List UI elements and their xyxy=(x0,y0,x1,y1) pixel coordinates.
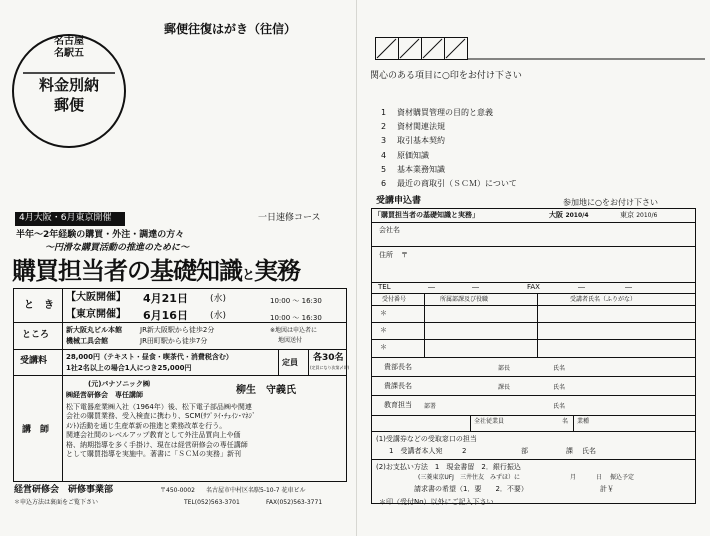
venue-option-tokyo[interactable]: 東京 2010/6 xyxy=(620,211,658,219)
target-audience: 半年～2年経験の購買・外注・調達の方々 xyxy=(16,230,185,240)
tokyo-time: 10:00 ～ 16:30 xyxy=(270,314,322,322)
col-participant-name: 受講者氏名（ふりがな） xyxy=(570,296,637,303)
tel-dash-2: ― xyxy=(472,283,479,291)
organizer-name: 経営研修会 研修事業部 xyxy=(14,485,114,495)
postmark-location: 名古屋 名駅五 xyxy=(54,36,84,59)
bio-line: 松下電器産業㈱入社（1964年）後、松下電子部品㈱や関連 xyxy=(66,403,252,411)
company-field[interactable] xyxy=(410,224,692,244)
chief-name-label: 氏名 xyxy=(553,365,566,372)
course-type: 一日速修コース xyxy=(258,213,321,223)
capacity-label: 定員 xyxy=(282,358,298,367)
title-end: 実務 xyxy=(254,256,301,285)
topic-item-6[interactable]: 6 最近の商取引（ＳＣＭ）について xyxy=(381,179,517,189)
capacity-note: (定員になり次第〆切) xyxy=(310,365,350,370)
interest-prompt: 関心のある項目に○印をお付け下さい xyxy=(370,71,522,81)
lecturer-label: 講 師 xyxy=(22,425,50,435)
venue-option-osaka[interactable]: 大阪 2010/4 xyxy=(549,211,589,219)
education-label: 教育担当 xyxy=(384,401,412,409)
organizer-fax: FAX(052)563-3771 xyxy=(266,499,323,506)
postcard-title: 郵便往復はがき（往信） xyxy=(164,22,297,36)
osaka-day: (水) xyxy=(210,294,227,304)
transfer-day: 日 xyxy=(596,474,603,481)
venue-tokyo-name: 機械工具会館 xyxy=(66,337,108,345)
title-connector: と xyxy=(242,268,255,283)
manager-label: 貴課長名 xyxy=(384,382,412,390)
topic-item-4[interactable]: 4 原価知識 xyxy=(381,150,429,160)
contact-name-label: 氏名 xyxy=(582,447,596,455)
apply-title: 受講申込書 xyxy=(376,196,422,206)
venue-osaka-name: 新大阪丸ビル本館 xyxy=(66,326,122,334)
capacity-value: 各30名 xyxy=(313,353,344,363)
tokyo-day: (水) xyxy=(210,311,227,321)
transfer-month: 月 xyxy=(570,474,577,481)
company-label: 会社名 xyxy=(379,226,400,234)
topic-item-3[interactable]: 3 取引基本契約 xyxy=(381,136,445,146)
contact-bu: 部 xyxy=(521,447,528,455)
bio-line: 格、納期指導を多く手掛け、現在は経営研修会の専任講師 xyxy=(66,440,248,449)
lecturer-bio xyxy=(66,403,344,460)
where-label: ところ xyxy=(22,330,50,340)
seminar-subtitle: ～円滑な購買活動の推進のために～ xyxy=(45,243,190,253)
tel-dash-1: ― xyxy=(428,283,435,291)
form-course-name: 「購買担当者の基礎知識と実務」 xyxy=(374,211,479,219)
address-field[interactable] xyxy=(414,248,692,278)
bio-line: として購買指導を実施中。著書に「ＳＣＭの実務」新刊 xyxy=(66,450,241,459)
topic-list[interactable] xyxy=(381,106,517,191)
col-receipt-number: 受付番号 xyxy=(382,296,407,303)
venue-tokyo-access: JR田町駅から徒歩7分 xyxy=(140,337,208,345)
bio-line: 会社の購買業務、受入検査に携わり、SCM(ｻﾌﾟﾗｲ･ﾁｪｲﾝ･ﾏﾈｼﾞ xyxy=(66,412,256,421)
postmark-fee-label: 料金別納 郵便 xyxy=(38,76,99,114)
osaka-tag: 【大阪開催】 xyxy=(66,292,126,303)
osaka-date: 4月21日 xyxy=(143,292,188,305)
topic-item-1[interactable]: 1 資材購買管理の目的と意義 xyxy=(381,108,493,117)
map-note: ※地図は申込者に xyxy=(270,327,318,334)
zip-mark: 〒 xyxy=(401,251,408,259)
bank-list: (三菱東京UFJ 三井住友 みずほ）に xyxy=(418,474,520,481)
organizer-address: 名古屋市中村区名駅5-10-7 花車ビル xyxy=(206,487,306,494)
fee-line-1: 28,000円（テキスト・昼食・喫茶代・消費税含む） xyxy=(66,353,233,361)
seminar-title xyxy=(12,257,300,286)
chief-bu: 部長 xyxy=(498,365,511,372)
total-label: 計￥ xyxy=(600,485,614,493)
manager-ka: 課長 xyxy=(498,384,511,391)
back-side-note: ＊申込方法は裏面をご覧下さい xyxy=(14,499,99,506)
organizer-tel: TEL(052)563-3701 xyxy=(184,499,240,506)
fax-label: FAX xyxy=(527,283,540,291)
address-boxes xyxy=(375,37,705,61)
fee-line-2: 1社2名以上の場合1人につき25,000円 xyxy=(66,364,192,372)
when-label: と き xyxy=(24,300,54,311)
venue-prompt: 参加地に○をお付け下さい xyxy=(563,198,658,207)
staff-count-label: 全社従業員 xyxy=(474,418,505,425)
venue-osaka-access: JR新大阪駅から徒歩2分 xyxy=(140,326,215,334)
lecturer-company: (元)パナソニック㈱ xyxy=(88,380,150,388)
organizer-zip: 〒450-0002 xyxy=(160,487,195,494)
footer-note: ＊印（受付No）以外にご記入下さい xyxy=(379,498,494,506)
chief-label: 貴部長名 xyxy=(384,363,412,371)
bio-line: 関連会社間のレベルアップ教育として外注品質向上や価 xyxy=(66,431,241,440)
lecturer-name: 柳生 守義氏 xyxy=(236,385,296,396)
fax-dash-1: ― xyxy=(578,283,585,291)
transfer-plan: 振込予定 xyxy=(610,474,635,481)
contact-option-other[interactable]: 2 xyxy=(462,447,467,455)
receipt-star-2: ＊ xyxy=(380,326,387,334)
postcard-fold xyxy=(356,0,357,536)
lecturer-role: ㈱経営研修会 専任講師 xyxy=(66,391,143,399)
address-label: 住所 xyxy=(379,251,393,259)
tokyo-date: 6月16日 xyxy=(143,309,188,322)
payment-title[interactable]: (2)お支払い方法 1 現金書留 2．銀行振込 xyxy=(376,463,521,471)
schedule-badge: 4月大阪・6月東京開催 xyxy=(15,212,125,226)
contact-title: (1)受講券などの受取窓口の担当 xyxy=(376,435,477,443)
topic-item-5[interactable]: 5 基本業務知識 xyxy=(381,164,445,174)
staff-count-unit: 名 xyxy=(562,418,569,425)
fee-label: 受講料 xyxy=(20,356,48,366)
education-dept: 部署 xyxy=(424,403,437,410)
tokyo-tag: 【東京開催】 xyxy=(66,309,126,320)
manager-name-label: 氏名 xyxy=(553,384,566,391)
education-name-label: 氏名 xyxy=(553,403,566,410)
tel-label: TEL xyxy=(378,283,391,291)
col-department: 所属部課及び役職 xyxy=(440,296,489,303)
contact-option-self[interactable]: 1 受講者本人宛 xyxy=(389,447,443,455)
industry-label: 業種 xyxy=(577,418,590,425)
osaka-time: 10:00 ～ 16:30 xyxy=(270,297,322,305)
invoice-preference[interactable]: 請求書の希望（1．要 2．不要） xyxy=(414,485,528,493)
topic-item-2[interactable]: 2 資材関連法規 xyxy=(381,122,445,132)
map-note-2: 地図送付 xyxy=(278,337,303,344)
receipt-star-3: ＊ xyxy=(380,343,387,351)
receipt-star-1: ＊ xyxy=(380,309,387,317)
title-main: 購買担当者の基礎知識 xyxy=(12,256,242,285)
contact-ka: 課 xyxy=(566,447,573,455)
bio-line: ﾒﾝﾄ)活動を通じ生産革新の推進と業務改革を行う。 xyxy=(66,421,227,430)
fax-dash-2: ― xyxy=(625,283,632,291)
